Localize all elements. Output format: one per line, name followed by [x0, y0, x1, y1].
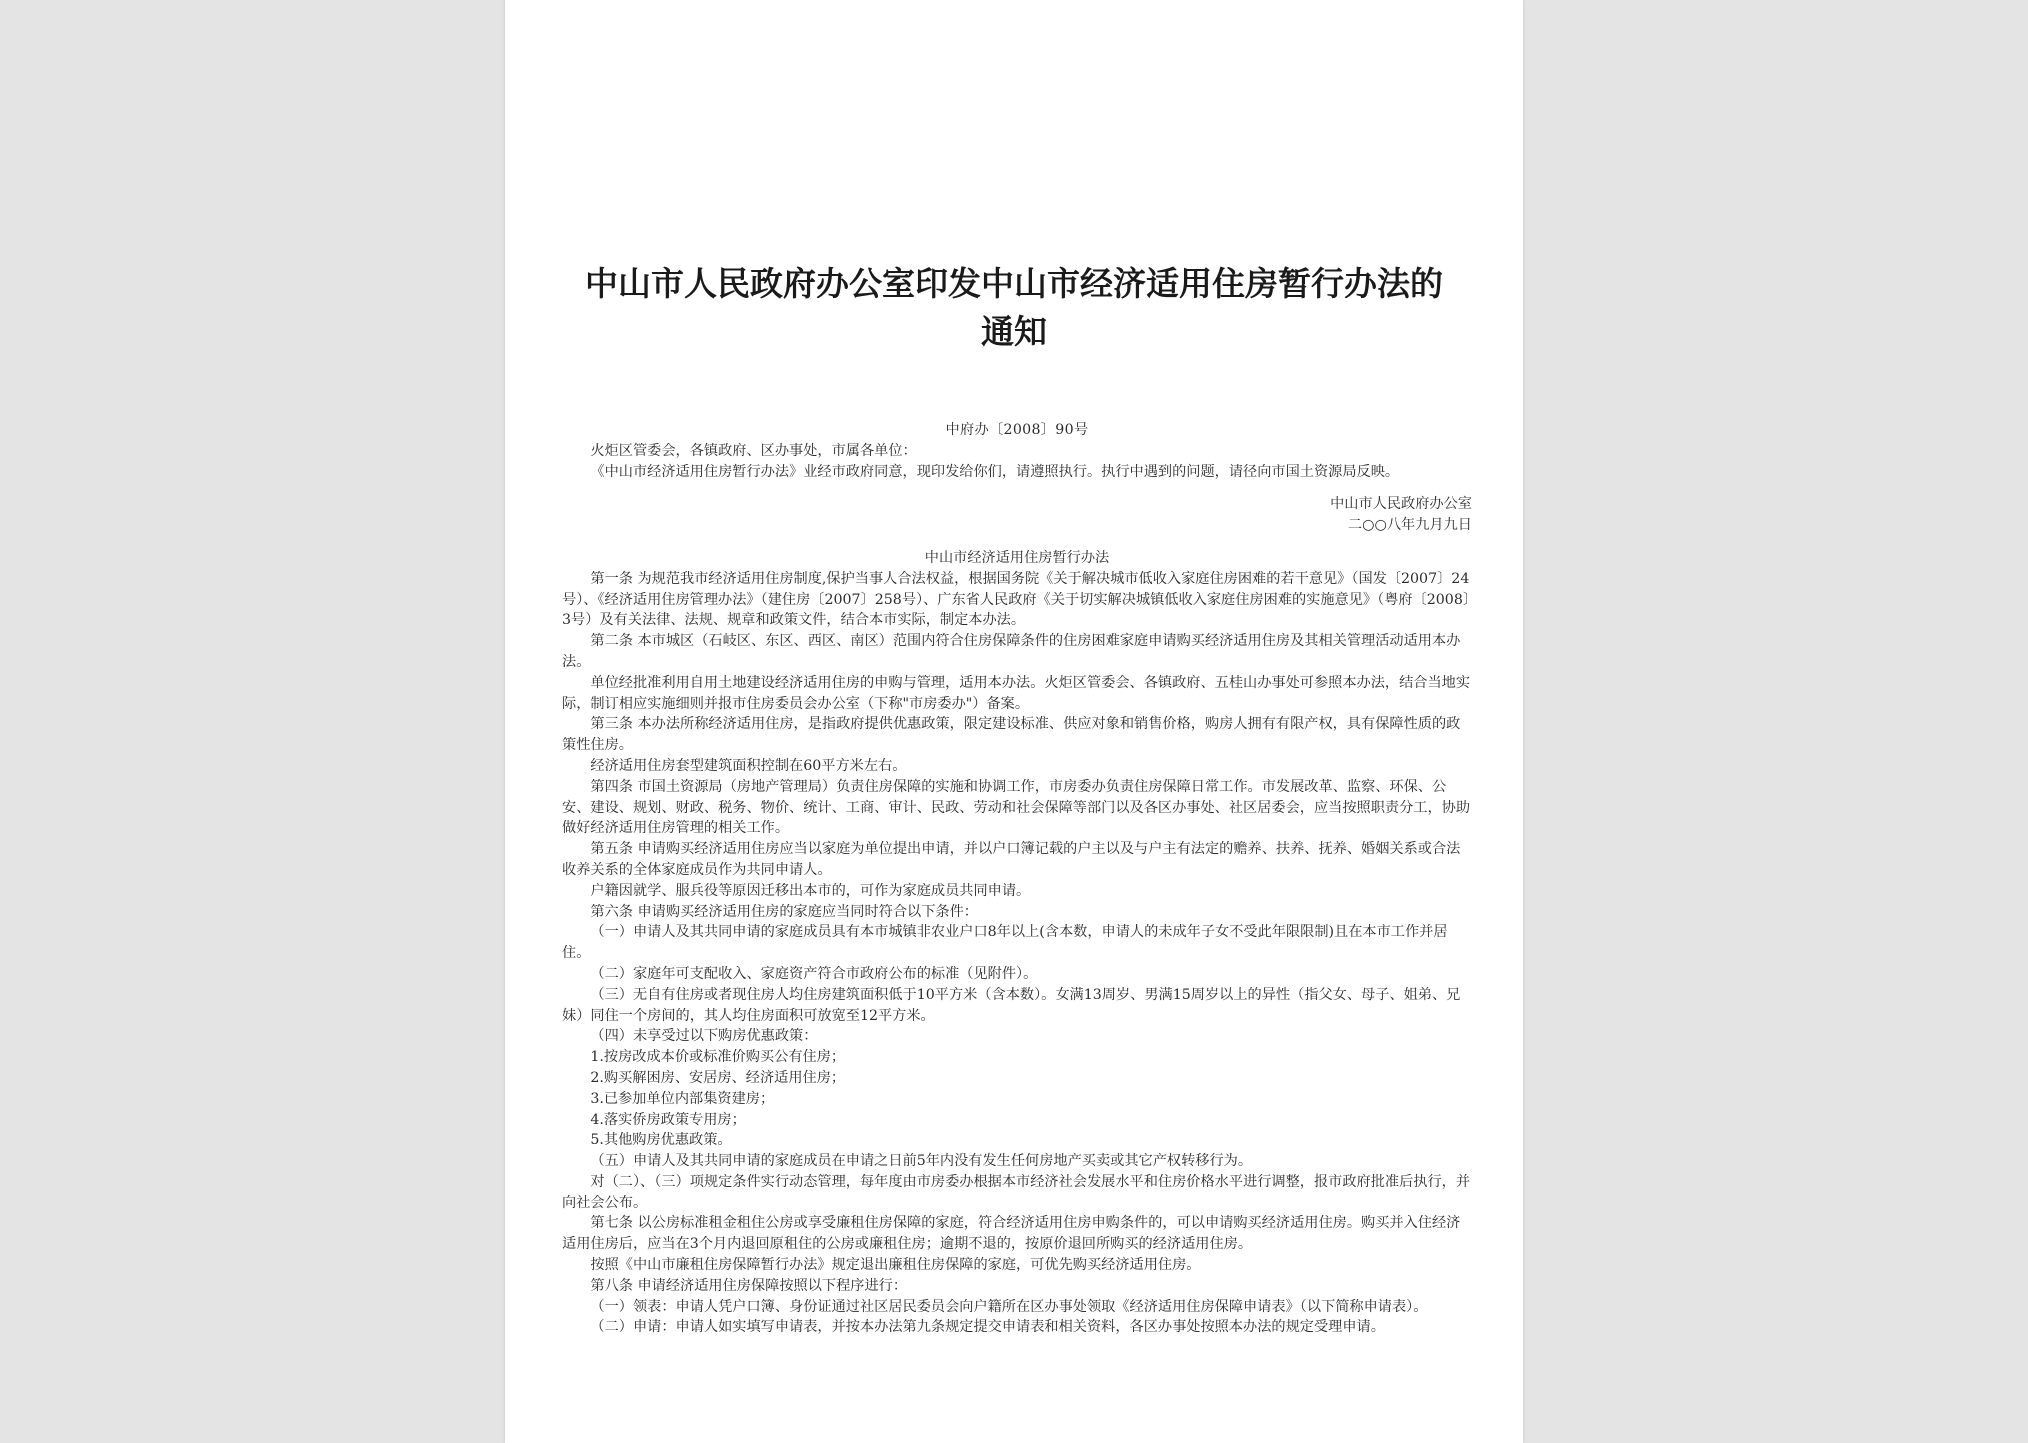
article-paragraph: 第六条 申请购买经济适用住房的家庭应当同时符合以下条件：: [590, 903, 978, 920]
article-paragraph: 第三条 本办法所称经济适用住房，是指政府提供优惠政策，限定建设标准、供应对象和销售价格，购房人拥有有限产权，具有保障性质的政策性住房。: [562, 716, 1461, 754]
condition-item: （五）申请人及其共同申请的家庭成员在申请之日前5年内没有发生任何房地产买卖或其它产权转移行为。: [590, 1153, 1253, 1170]
condition-item: （三）无自有住房或者现住房人均住房建筑面积低于10平方米（含本数）。女满13周岁、男满15周岁以上的异性（指父女、母子、姐弟、兄妹）同住一个房间的，其人均住房面积可放宽至12平方米。: [562, 986, 1461, 1024]
document-title: 中山市人民政府办公室印发中山市经济适用住房暂行办法的通知: [585, 264, 1443, 351]
list-item: 3.已参加单位内部集资建房；: [590, 1090, 775, 1107]
addressee: 火炬区管委会，各镇政府、区办事处，市属各单位：: [590, 442, 917, 459]
condition-item: （四）未享受过以下购房优惠政策：: [590, 1028, 818, 1045]
list-item: 5.其他购房优惠政策。: [590, 1132, 732, 1149]
article-paragraph: 第二条 本市城区（石岐区、东区、西区、南区）范围内符合住房保障条件的住房困难家庭申请购买经济适用住房及其相关管理活动适用本办法。: [562, 633, 1461, 670]
article-paragraph: 户籍因就学、服兵役等原因迁移出本市的，可作为家庭成员共同申请。: [590, 882, 1031, 899]
condition-item: （一）申请人及其共同申请的家庭成员具有本市城镇非农业户口8年以上(含本数，申请人的未成年子女不受此年限限制)且在本市工作并居住。: [562, 924, 1448, 962]
issuing-office: 中山市人民政府办公室: [1330, 496, 1472, 513]
article-paragraph: 经济适用住房套型建筑面积控制在60平方米左右。: [590, 757, 907, 774]
list-item: 4.落实侨房政策专用房；: [590, 1111, 746, 1128]
article-paragraph: 第八条 申请经济适用住房保障按照以下程序进行：: [590, 1277, 908, 1294]
article-paragraph: 第七条 以公房标准租金租住公房或享受廉租住房保障的家庭，符合经济适用住房申购条件的，可以申请购买经济适用住房。购买并入住经济适用住房后，应当在3个月内退回原租住的公房或廉租住房；逾期不退的，按原价退回所购买的经济适用住房。: [562, 1215, 1461, 1253]
notice-paragraph: 《中山市经济适用住房暂行办法》业经市政府同意，现印发给你们，请遵照执行。执行中遇到的问题，请径向市国土资源局反映。: [590, 463, 1400, 480]
procedure-item: （二）申请：申请人如实填写申请表，并按本办法第九条规定提交申请表和相关资料，各区办事处按照本办法的规定受理申请。: [590, 1319, 1385, 1336]
article-paragraph: 第四条 市国土资源局（房地产管理局）负责住房保障的实施和协调工作，市房委办负责住房保障日常工作。市发展改革、监察、环保、公安、建设、规划、财政、税务、物价、统计、工商、审计、民政、劳动和社会保障等部门以及各区办事处、社区居委会，应当按照职责分工，协助做好经济适用住房管理的相关工作。: [562, 778, 1471, 837]
article-paragraph: 第一条 为规范我市经济适用住房制度,保护当事人合法权益，根据国务院《关于解决城市低收入家庭住房困难的若干意见》（国发〔2007〕24号）、《经济适用住房管理办法》（建住房〔2007〕258号）、广东省人民政府《关于切实解决城镇低收入家庭住房困难的实施意见》（粤府〔2008〕3号）及有关法律、法规、规章和政策文件，结合本市实际，制定本办法。: [562, 570, 1470, 629]
procedure-item: （一）领表：申请人凭户口簿、身份证通过社区居民委员会向户籍所在区办事处领取《经济适用住房保障申请表》（以下简称申请表）。: [590, 1298, 1428, 1315]
issue-date: 二○○八年九月九日: [1347, 517, 1472, 534]
document-body: [562, 420, 1472, 1338]
regulation-title: 中山市经济适用住房暂行办法: [924, 549, 1110, 566]
condition-item: （二）家庭年可支配收入、家庭资产符合市政府公布的标准（见附件）。: [590, 965, 1038, 982]
document-page: [505, 0, 1523, 1443]
document-number: 中府办〔2008〕90号: [945, 422, 1089, 438]
article-paragraph: 第五条 申请购买经济适用住房应当以家庭为单位提出申请，并以户口簿记载的户主以及与户主有法定的赡养、扶养、抚养、婚姻关系或合法收养关系的全体家庭成员作为共同申请人。: [562, 841, 1461, 878]
article-paragraph: 单位经批准利用自用土地建设经济适用住房的申购与管理，适用本办法。火炬区管委会、各镇政府、五桂山办事处可参照本办法，结合当地实际，制订相应实施细则并报市住房委员会办公室（下称"市房委办"）备案。: [562, 674, 1471, 712]
article-paragraph: 对（二）、（三）项规定条件实行动态管理，每年度由市房委办根据本市经济社会发展水平和住房价格水平进行调整，报市政府批准后执行，并向社会公布。: [562, 1173, 1471, 1211]
list-item: 1.按房改成本价或标准价购买公有住房；: [590, 1049, 846, 1066]
article-paragraph: 按照《中山市廉租住房保障暂行办法》规定退出廉租住房保障的家庭，可优先购买经济适用住房。: [590, 1257, 1201, 1274]
list-item: 2.购买解困房、安居房、经济适用住房；: [590, 1069, 846, 1086]
